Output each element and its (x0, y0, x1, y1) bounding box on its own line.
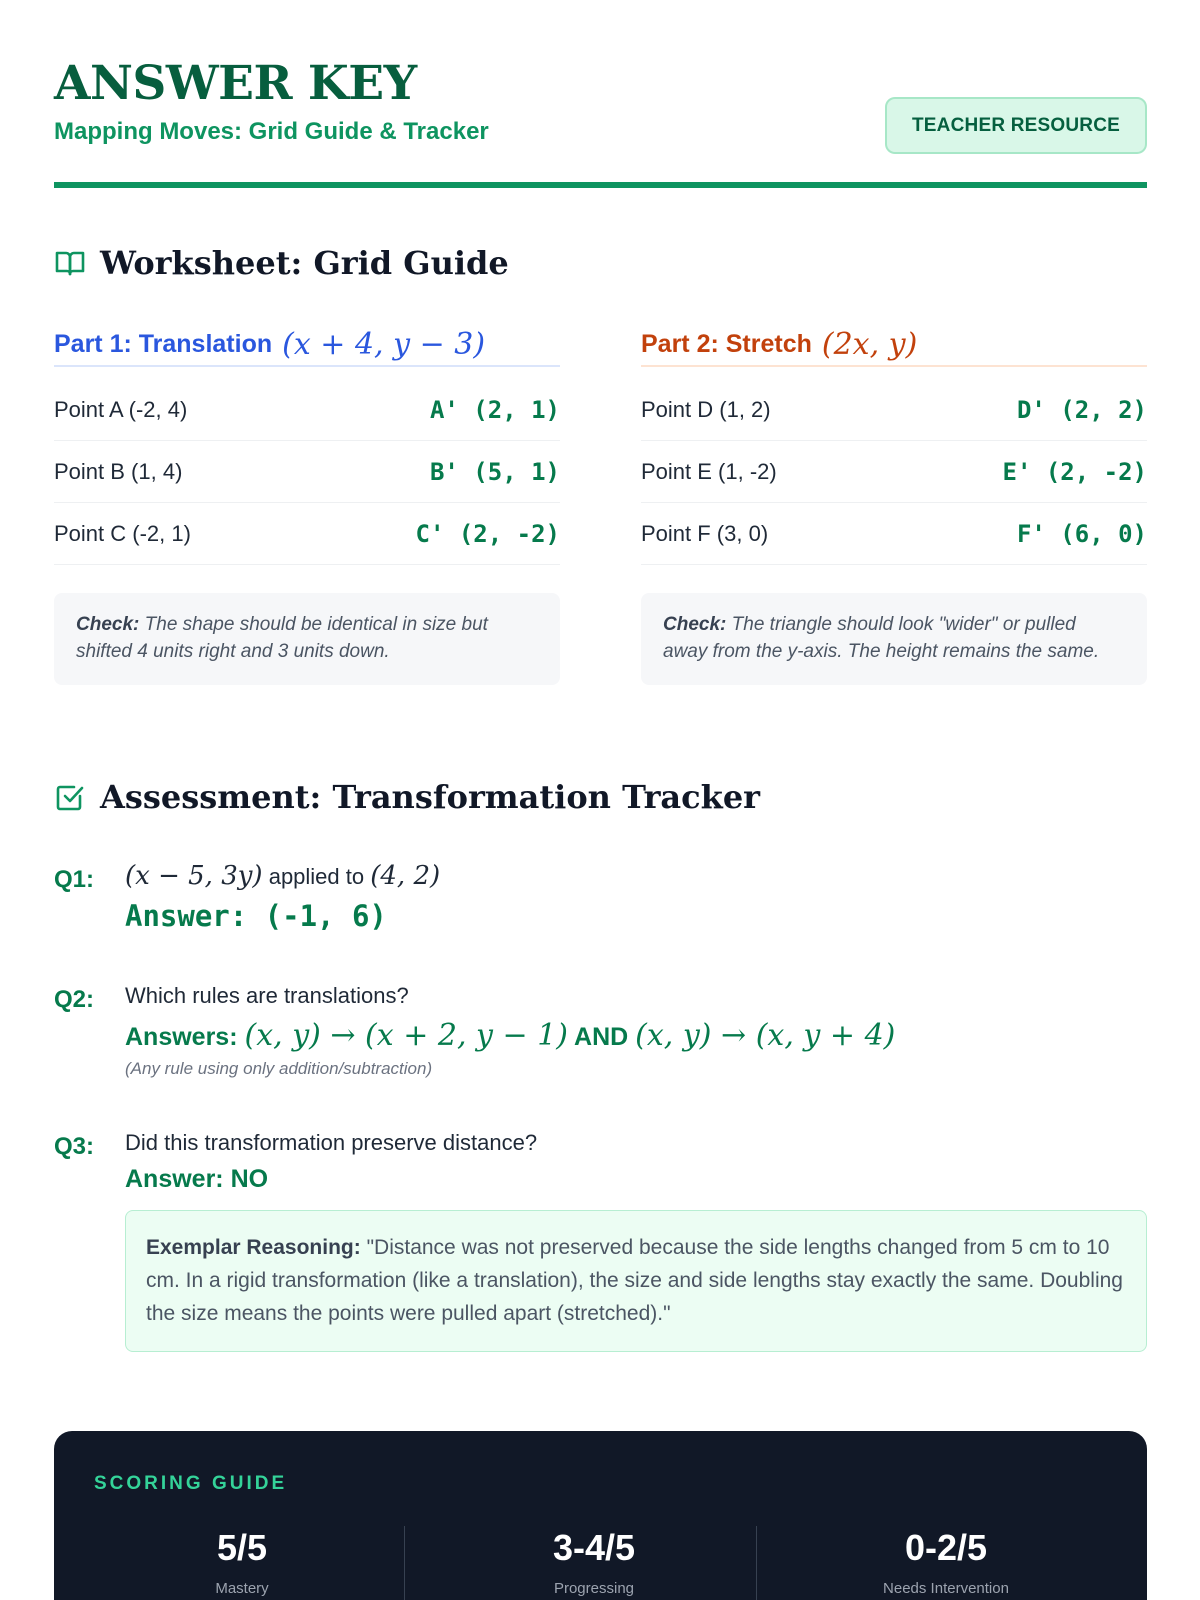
check-label: Check: (663, 614, 727, 635)
part1-check-note (54, 593, 560, 685)
check-text: The triangle should look "wider" or pulled away from the y-axis. The height remains the same. (663, 614, 1100, 662)
q2-rule-b: (x, y) → (x, y + 4) (635, 1018, 896, 1053)
point-label: Point E (1, -2) (641, 458, 777, 484)
assessment-title: Assessment: Transformation Tracker (100, 778, 761, 816)
table-row (54, 441, 560, 503)
q1-point: (4, 2) (370, 861, 441, 891)
point-label: Point C (-2, 1) (54, 520, 191, 546)
score-value: 0-2/5 (904, 1527, 988, 1568)
point-label: Point F (3, 0) (641, 520, 769, 546)
part2-rule: (2x, y) (821, 326, 918, 362)
q3-reasoning-box (125, 1210, 1147, 1352)
part1-header (54, 323, 560, 367)
point-answer: B' (5, 1) (429, 457, 560, 486)
score-description: Needs Intervention (883, 1580, 1009, 1597)
reasoning-text: "Distance was not preserved because the side lengths changed from 5 cm to 10 cm. In a rigid transformation (like a translation), the size and side lengths stay exactly the same. Doubling the size means the points were pulled apart (stretched)." (146, 1236, 1123, 1325)
part1-panel (54, 323, 560, 685)
q3-label: Q3: (54, 1133, 95, 1160)
check-label: Check: (76, 614, 140, 635)
checkbox-icon (54, 781, 86, 813)
header (54, 56, 1147, 188)
score-level-mastery (66, 1526, 418, 1597)
teacher-resource-badge: TEACHER RESOURCE (885, 97, 1147, 154)
q1-prompt: applied to (268, 864, 365, 889)
q1-rule: (x − 5, 3y) (125, 861, 263, 891)
question-2 (54, 978, 1147, 1079)
q2-text: Which rules are translations? (125, 983, 409, 1008)
point-label: Point B (1, 4) (54, 458, 183, 484)
reasoning-label: Exemplar Reasoning: (146, 1236, 361, 1259)
point-label: Point A (-2, 4) (54, 396, 188, 422)
q2-note: (Any rule using only addition/subtraction) (125, 1059, 433, 1078)
point-answer: A' (2, 1) (429, 395, 560, 424)
score-level-progressing (418, 1526, 770, 1597)
table-row (54, 503, 560, 565)
table-row (54, 379, 560, 441)
point-answer: E' (2, -2) (1002, 457, 1147, 486)
worksheet-title: Worksheet: Grid Guide (100, 244, 509, 282)
q3-answer: Answer: NO (125, 1165, 269, 1193)
question-1 (54, 858, 1147, 933)
question-3 (54, 1125, 1147, 1352)
q2-answer-label: Answers: (125, 1023, 238, 1051)
table-row (641, 503, 1147, 565)
score-description: Mastery (215, 1580, 269, 1597)
part1-label: Part 1: Translation (54, 329, 273, 358)
q2-rule-a: (x, y) → (x + 2, y − 1) (244, 1018, 568, 1053)
scoring-label: SCORING GUIDE (94, 1473, 288, 1494)
page-title: ANSWER KEY (54, 56, 417, 111)
q2-and: AND (574, 1023, 629, 1051)
q1-label: Q1: (54, 866, 95, 893)
assessment-section-title (54, 778, 760, 816)
part2-panel (641, 323, 1147, 685)
score-divider (756, 1526, 757, 1600)
part1-rule: (x + 4, y − 3) (282, 326, 486, 362)
q1-text (125, 858, 1147, 895)
part2-header (641, 323, 1147, 367)
q2-answer (125, 1018, 1147, 1053)
table-row (641, 379, 1147, 441)
point-label: Point D (1, 2) (641, 396, 771, 422)
score-level-needs-intervention (770, 1526, 1122, 1597)
worksheet-section-title (54, 244, 509, 282)
score-divider (404, 1526, 405, 1600)
check-text: The shape should be identical in size but shifted 4 units right and 3 units down. (76, 614, 488, 662)
q3-text: Did this transformation preserve distance? (125, 1130, 538, 1155)
table-row (641, 441, 1147, 503)
score-value: 3-4/5 (552, 1527, 636, 1568)
part2-check-note (641, 593, 1147, 685)
score-description: Progressing (553, 1580, 635, 1597)
q2-label: Q2: (54, 986, 95, 1013)
book-icon (54, 248, 86, 278)
scoring-guide (54, 1431, 1147, 1600)
part2-label: Part 2: Stretch (641, 329, 812, 358)
score-value: 5/5 (216, 1527, 268, 1568)
point-answer: C' (2, -2) (415, 519, 560, 548)
q1-answer: Answer: (-1, 6) (125, 899, 387, 933)
point-answer: D' (2, 2) (1016, 395, 1147, 424)
point-answer: F' (6, 0) (1016, 519, 1147, 548)
page-subtitle: Mapping Moves: Grid Guide & Tracker (54, 118, 489, 145)
